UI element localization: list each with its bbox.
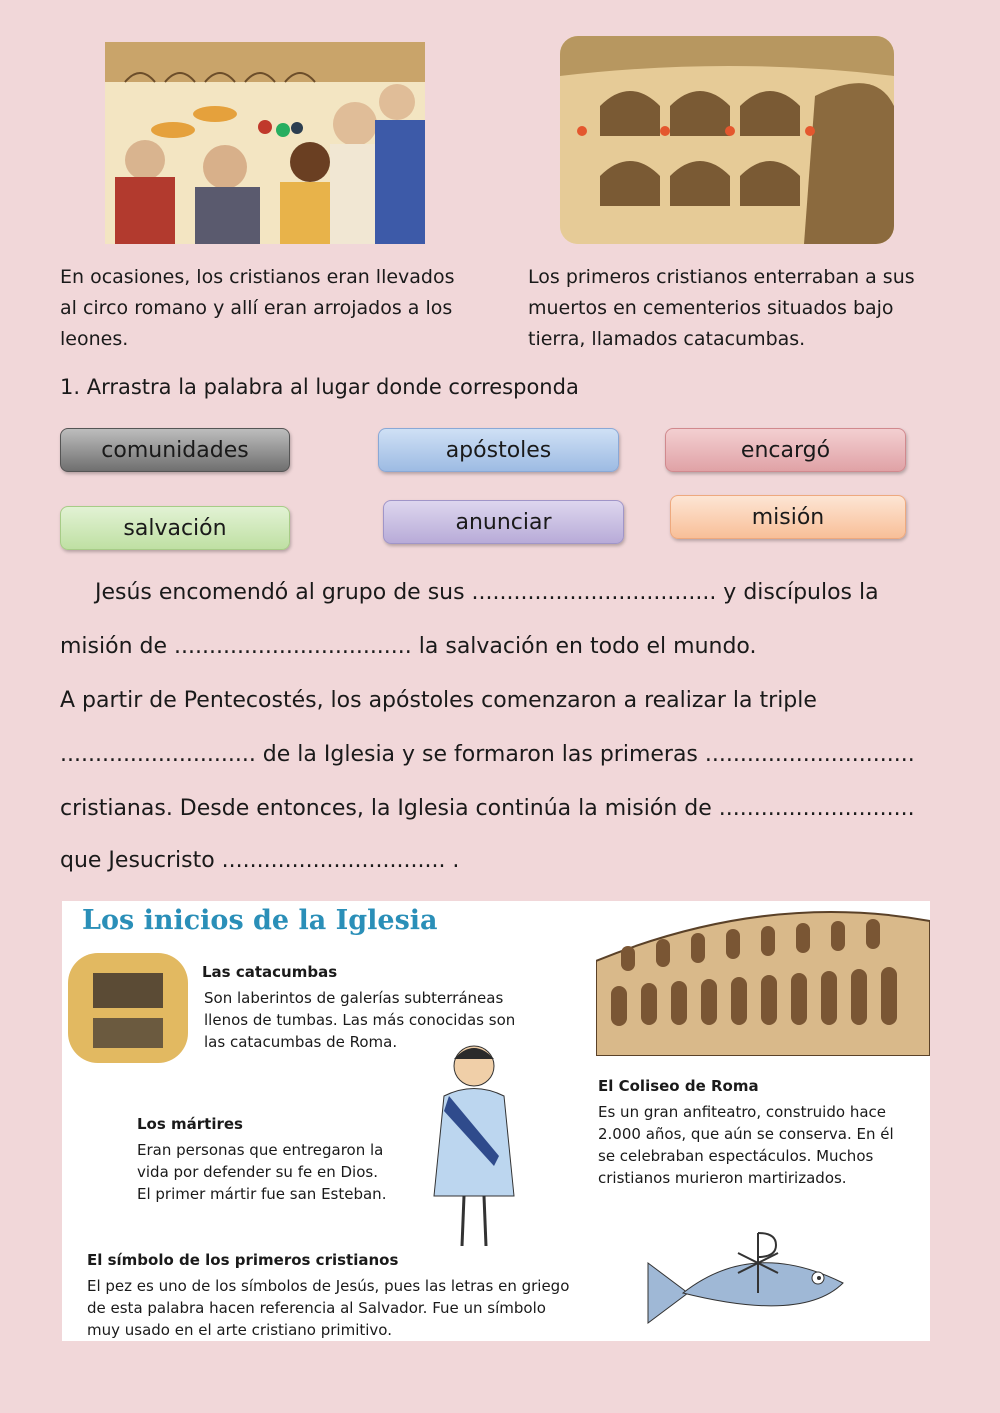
text-line: las catacumbas de Roma. xyxy=(204,1033,398,1051)
word-chip-anunciar[interactable]: anunciar xyxy=(383,500,624,544)
word-chip-salvacion[interactable]: salvación xyxy=(60,506,290,550)
section-heading-simbolo: El símbolo de los primeros cristianos xyxy=(87,1251,399,1269)
section-heading-catacumbas: Las catacumbas xyxy=(202,963,338,981)
section-text-martires xyxy=(137,1139,386,1205)
caption-circus-line: En ocasiones, los cristianos eran llevados xyxy=(60,266,455,288)
text-line: muy usado en el arte cristiano primitivo. xyxy=(87,1321,392,1339)
paragraph-line: Jesús encomendó al grupo de sus ................................... y discípulos la xyxy=(95,580,879,605)
text-line: Son laberintos de galerías subterráneas xyxy=(204,989,504,1007)
caption-circus xyxy=(60,262,455,355)
circus-illustration xyxy=(105,42,425,244)
text-line: Eran personas que entregaron la xyxy=(137,1141,384,1159)
caption-catacombs-line: tierra, llamados catacumbas. xyxy=(528,328,806,350)
section-heading-coliseo: El Coliseo de Roma xyxy=(598,1077,759,1095)
exercise-instruction: 1. Arrastra la palabra al lugar donde corresponda xyxy=(60,375,579,399)
text-line: se celebraban espectáculos. Muchos xyxy=(598,1147,874,1165)
text-line: El pez es uno de los símbolos de Jesús, pues las letras en griego xyxy=(87,1277,570,1295)
text-line: llenos de tumbas. Las más conocidas son xyxy=(204,1011,516,1029)
word-chip-apostoles[interactable]: apóstoles xyxy=(378,428,619,472)
catacomb-icon xyxy=(68,953,188,1063)
catacombs-illustration xyxy=(560,36,894,244)
paragraph-line: ............................ de la Iglesia y se formaron las primeras .............................. xyxy=(60,742,915,767)
section-text-simbolo xyxy=(87,1275,569,1341)
text-line: El primer mártir fue san Esteban. xyxy=(137,1185,387,1203)
panel-title: Los inicios de la Iglesia xyxy=(82,905,438,936)
paragraph-line: que Jesucristo ................................ . xyxy=(60,848,460,873)
text-line: de esta palabra hacen referencia al Salvador. Fue un símbolo xyxy=(87,1299,546,1317)
paragraph-line: misión de .................................. la salvación en todo el mundo. xyxy=(60,634,757,659)
word-chip-encargo[interactable]: encargó xyxy=(665,428,906,472)
caption-circus-line: leones. xyxy=(60,328,129,350)
colosseum-illustration xyxy=(596,901,930,1056)
caption-catacombs-line: muertos en cementerios situados bajo xyxy=(528,297,894,319)
text-line: Es un gran anfiteatro, construido hace xyxy=(598,1103,886,1121)
martyr-figure xyxy=(424,1041,524,1253)
fish-symbol-illustration xyxy=(638,1223,848,1333)
paragraph-line: A partir de Pentecostés, los apóstoles comenzaron a realizar la triple xyxy=(60,688,817,713)
text-line: cristianos murieron martirizados. xyxy=(598,1169,847,1187)
caption-circus-line: al circo romano y allí eran arrojados a los xyxy=(60,297,453,319)
word-chip-mision[interactable]: misión xyxy=(670,495,906,539)
paragraph-line: cristianas. Desde entonces, la Iglesia continúa la misión de ............................ xyxy=(60,796,915,821)
section-heading-martires: Los mártires xyxy=(137,1115,243,1133)
text-line: vida por defender su fe en Dios. xyxy=(137,1163,378,1181)
word-chip-comunidades[interactable]: comunidades xyxy=(60,428,290,472)
info-panel xyxy=(62,901,930,1341)
text-line: 2.000 años, que aún se conserva. En él xyxy=(598,1125,894,1143)
caption-catacombs xyxy=(528,262,915,355)
caption-catacombs-line: Los primeros cristianos enterraban a sus xyxy=(528,266,915,288)
section-text-coliseo xyxy=(598,1101,894,1189)
